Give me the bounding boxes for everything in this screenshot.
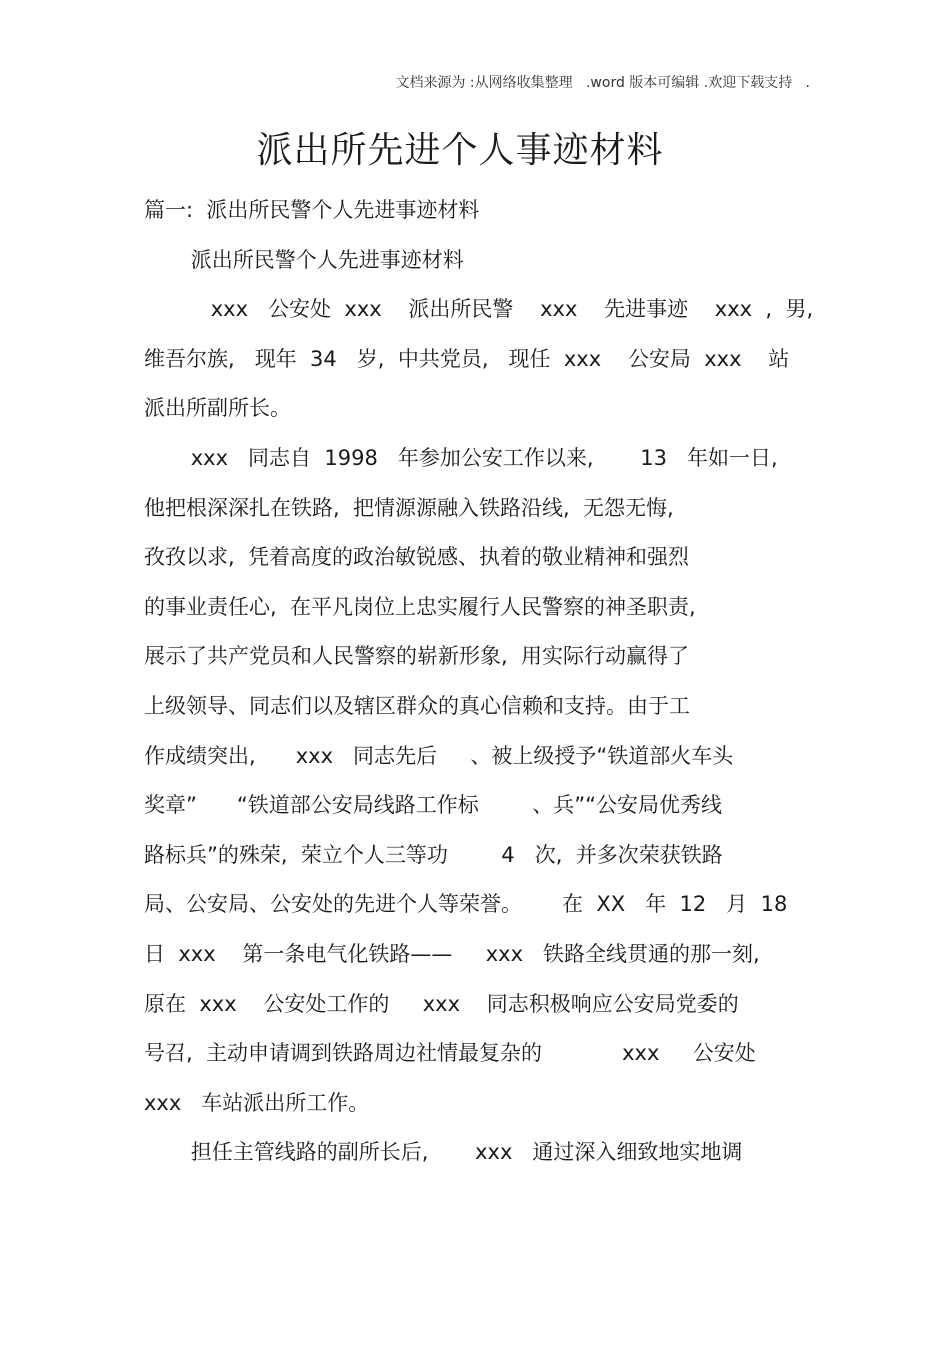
document-title: 派出所先进个人事迹材料 — [256, 130, 664, 171]
body-line: 展示了共产党员和人民警察的崭新形象, 用实际行动赢得了 — [144, 644, 690, 669]
document-body — [144, 186, 834, 1178]
body-line: xxx 车站派出所工作。 — [144, 1090, 370, 1115]
body-line: 维吾尔族, 现年 34 岁, 中共党员, 现任 xxx 公安局 xxx 站 — [144, 346, 790, 371]
body-line: xxx 同志自 1998 年参加公安工作以来, 13 年如一日, — [144, 445, 778, 470]
body-line: 局、公安局、公安处的先进个人等荣誉。 在 XX 年 12 月 18 — [144, 892, 788, 917]
body-line: 上级领导、同志们以及辖区群众的真心信赖和支持。由于工 — [144, 693, 690, 718]
body-line: xxx 公安处 xxx 派出所民警 xxx 先进事迹 xxx , 男, — [144, 297, 814, 322]
body-line: 他把根深深扎在铁路, 把情源源融入铁路沿线, 无怨无悔, — [144, 495, 674, 520]
body-line: 奖章” “铁道部公安局线路工作标 、兵”“公安局优秀线 — [144, 793, 722, 818]
body-line: 号召, 主动申请调到铁路周边社情最复杂的 xxx 公安处 — [144, 1041, 756, 1066]
section-heading: 篇一: 派出所民警个人先进事迹材料 — [144, 198, 480, 222]
header-note: 文档来源为 :从网络收集整理 .word 版本可编辑 .欢迎下载支持 . — [395, 75, 810, 91]
body-line: 原在 xxx 公安处工作的 xxx 同志积极响应公安局党委的 — [144, 991, 739, 1016]
subsection-heading: 派出所民警个人先进事迹材料 — [144, 247, 464, 272]
body-line: 路标兵”的殊荣, 荣立个人三等功 4 次, 并多次荣获铁路 — [144, 842, 723, 867]
body-line: 孜孜以求, 凭着高度的政治敏锐感、执着的敬业精神和强烈 — [144, 545, 690, 570]
body-line: 派出所副所长。 — [144, 396, 291, 421]
body-line: 日 xxx 第一条电气化铁路—— xxx 铁路全线贯通的那一刻, — [144, 941, 760, 966]
body-line: 担任主管线路的副所长后, xxx 通过深入细致地实地调 — [144, 1140, 743, 1165]
body-line: 的事业责任心, 在平凡岗位上忠实履行人民警察的神圣职责, — [144, 594, 696, 619]
body-line: 作成绩突出, xxx 同志先后 、被上级授予“铁道部火车头 — [144, 743, 734, 768]
